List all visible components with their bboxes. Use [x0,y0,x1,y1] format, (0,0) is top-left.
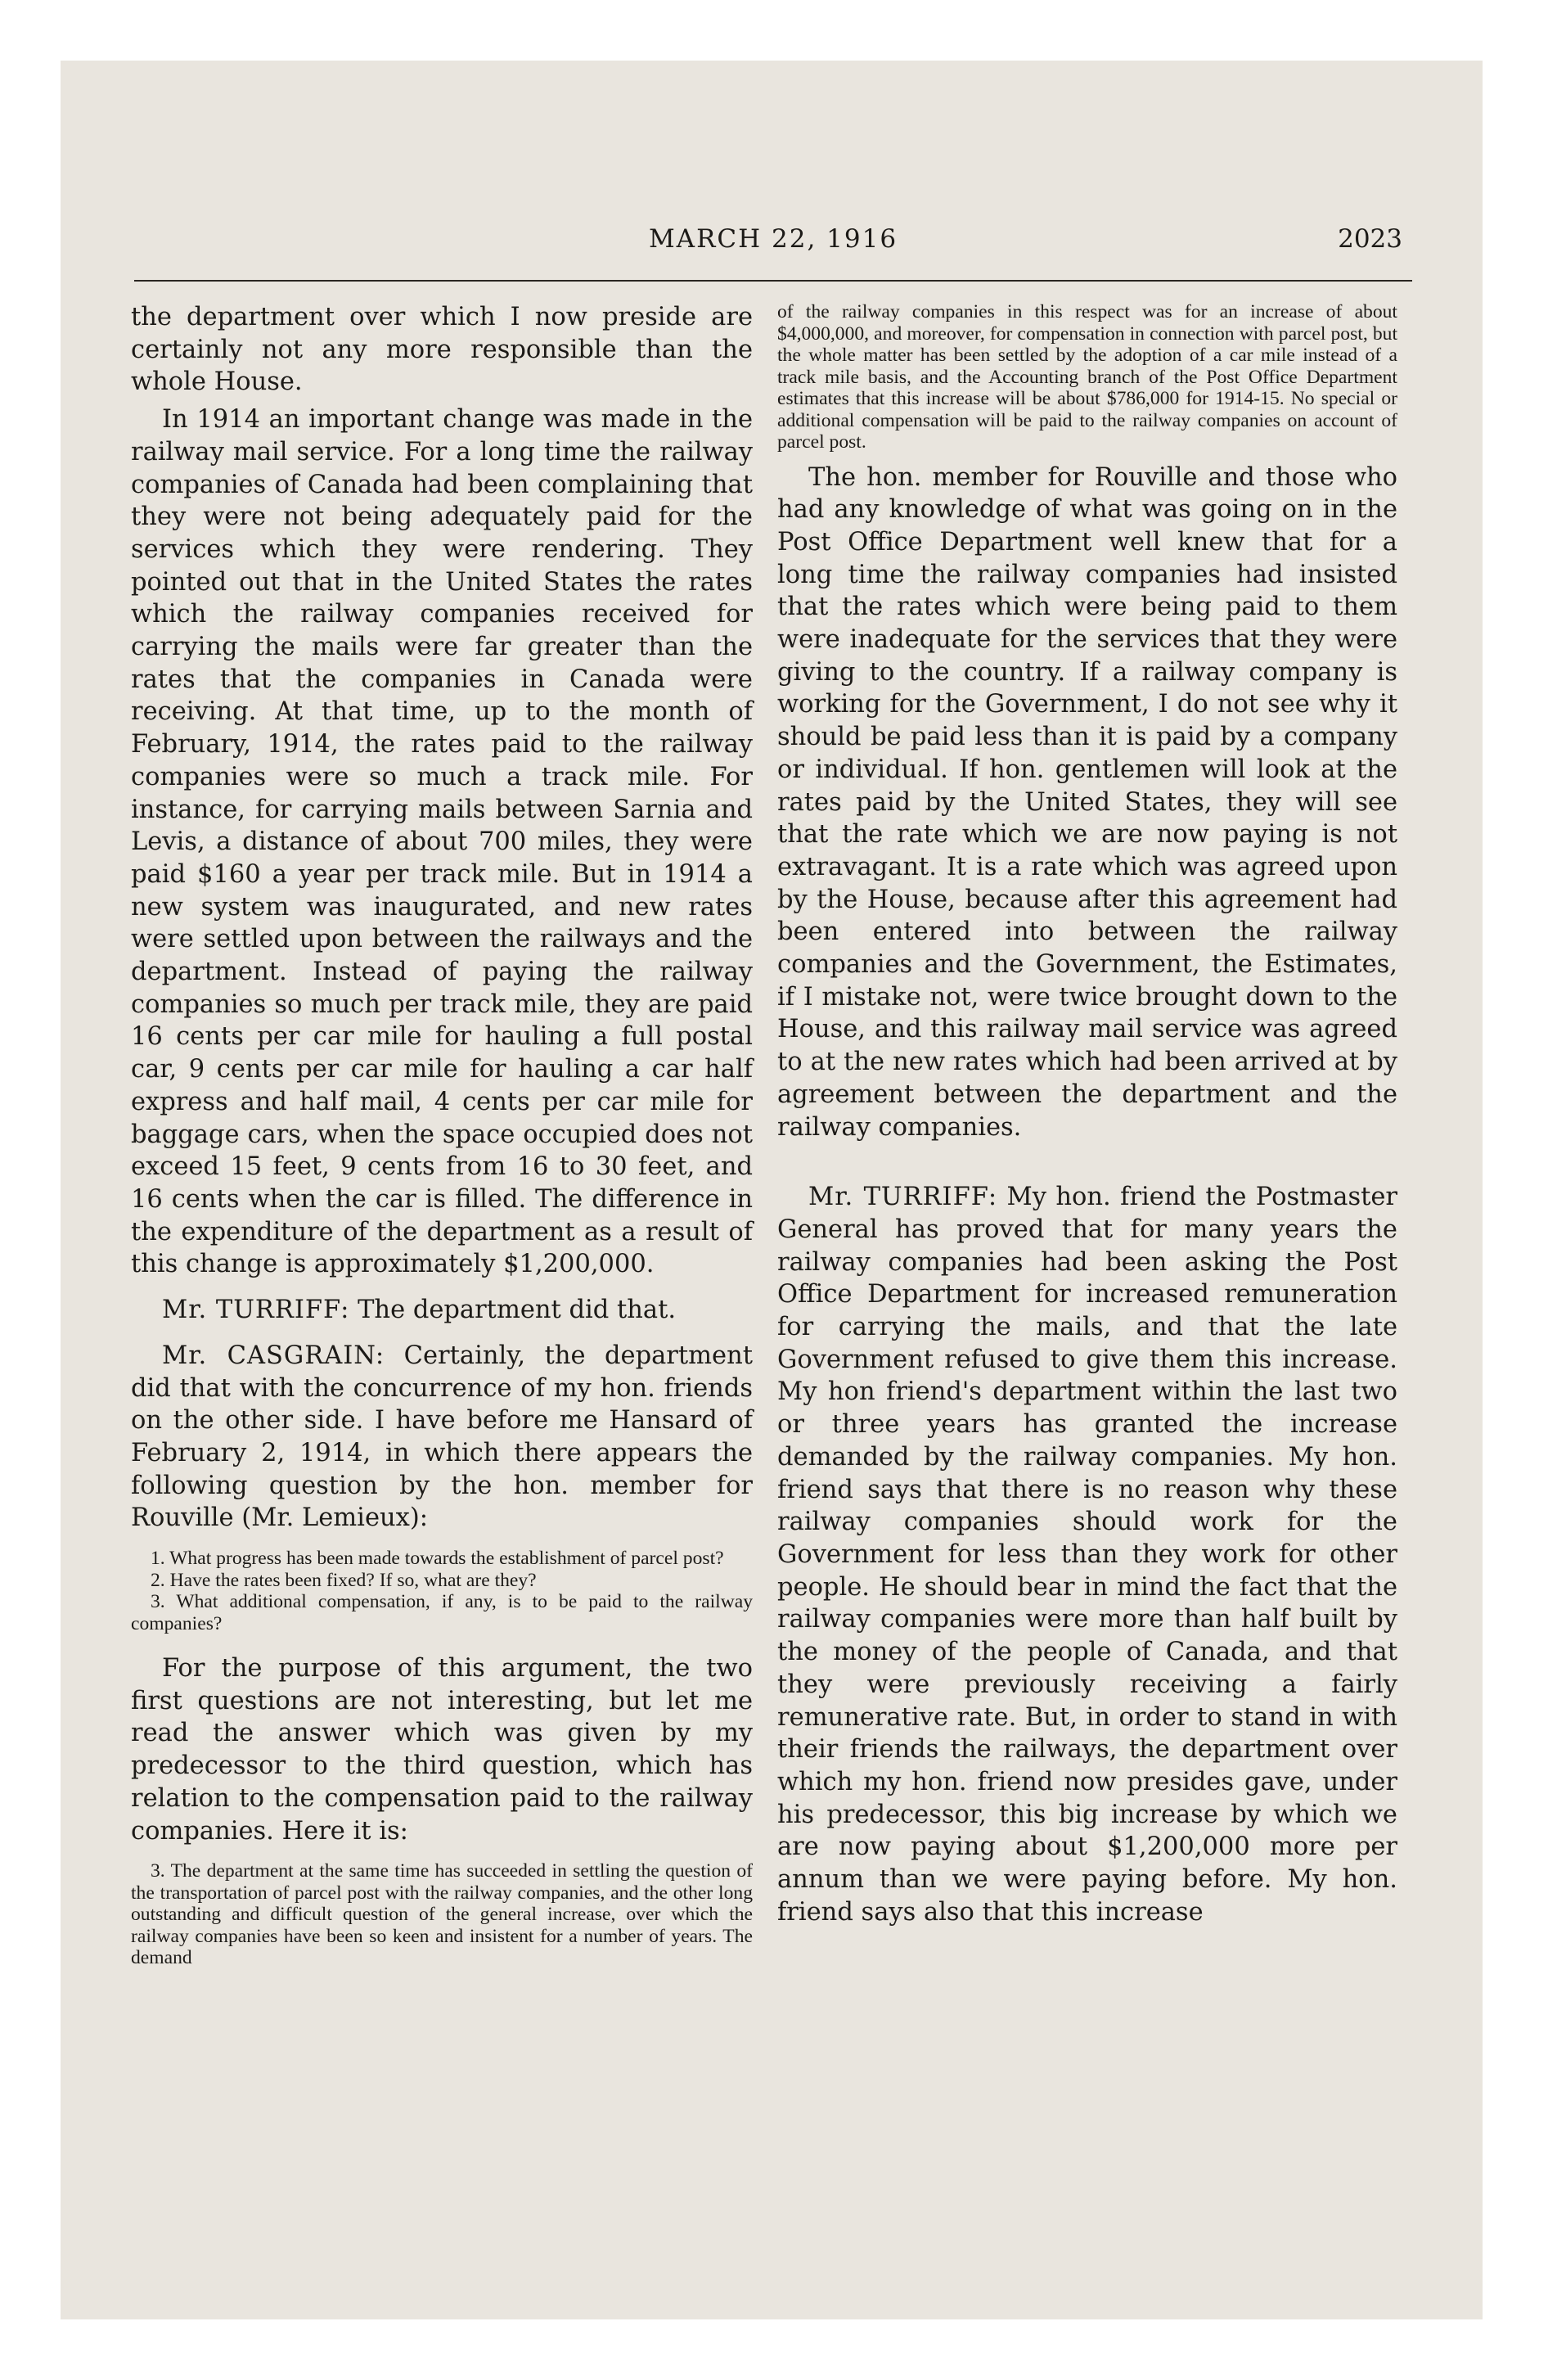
speaker-name: Mr. TURRIFF: [808,1183,998,1212]
casgrain-remark [131,1340,753,1535]
left-paragraph-1: the department over which I now preside are certainly not any more responsible than the whole House. [131,303,753,397]
left-paragraph-2: In 1914 an important change was made in the railway mail service. For a long time the railway companies of Canada had been complaining that they were not being adequately paid for the services which they were rendering. They pointed out that in the United States the rates which the railway companies received for carrying the mails were far greater than the rates that the companies in Canada were receiving. At that time, up to the month of February, 1914, the rates paid to the railway companies were so much a track mile. For instance, for carrying mails between Sarnia and Levis, a distance of about 700 miles, they were paid $160 a year per track mile. But in 1914 a new system was inaugurated, and new rates were settled upon between the railways and the department. Instead of paying the railway companies so much per track mile, they are paid 16 cents per car mile for hauling a full postal car, 9 cents per car mile for hauling a car half express and half mail, 4 cents per car mile for baggage cars, when the space occupied does not exceed 15 feet, 9 cents from 16 to 30 feet, and 16 cents when the car is filled. The difference in the expenditure of the department as a result of this change is approximately $1,200,000. [131,405,753,1279]
hansard-questions [131,1548,753,1634]
speaker-name: Mr. CASGRAIN: [162,1341,385,1370]
turriff-remark-2 [777,1181,1397,1928]
scanned-page [61,61,1483,2319]
left-column [131,301,753,1969]
page-number: 2023 [1338,224,1402,254]
remark-text: Certainly, the department did that with the concurrence of my hon. friends on the other side. I have before me Hansard of February 2, 1914, in which there appears the following question by the hon. member for Rouville (Mr. Lemieux): [131,1341,753,1533]
turriff-remark-1 [131,1294,753,1327]
speaker-name: Mr. TURRIFF: [162,1296,350,1325]
question-1: 1. What progress has been made towards the establishment of parcel post? [151,1548,724,1570]
header-date: MARCH 22, 1916 [648,224,898,254]
question-3: 3. What additional compensation, if any, is to be paid to the railway companies? [131,1591,753,1634]
question-2: 2. Have the rates been fixed? If so, what are they? [151,1569,537,1591]
right-paragraph-1: The hon. member for Rouville and those who had any knowledge of what was going on in the Post Office Department well knew that for a long time the railway companies had insisted that the rates which were being paid to them were inadequate for the services that they were giving to the country. If a railway company is working for the Government, I do not see why it should be paid less than it is paid by a company or individual. If hon. gentlemen will look at the rates paid by the United States, they will see that the rate which we are now paying is not extravagant. It is a rate which was agreed upon by the House, because after this agreement had been entered into between the railway companies and the Government, the Estimates, if I mistake not, were twice brought down to the House, and this railway mail service was agreed to at the new rates which had been arrived at by agreement between the department and the railway companies. [777,462,1397,1142]
page-header [134,221,1412,270]
remark-text: The department did that. [358,1296,677,1325]
left-paragraph-3: For the purpose of this argument, the two first questions are not interesting, but let me read the answer which was given by my predecessor to the third question, which has relation to the compensation paid to the railway companies. Here it is: [131,1654,753,1846]
answer-text: 3. The department at the same time has succeeded in settling the question of the transportation of parcel post with the railway companies, and the other long outstanding and difficult question of the general increase, over which the railway companies have been so keen and insistent for a number of years. The demand [131,1860,753,1969]
remark-text: My hon. friend the Postmaster General has proved that for many years the railway companies had been asking the Post Office Department for increased remuneration for carrying the mails, and that the late Government refused to give them this increase. My hon friend's department within the last two or three years has granted the increase demanded by the railway companies. My hon. friend says that there is no reason why these railway companies should work for the Government for less than they work for other people. He should bear in mind the fact that the railway companies were more than half built by the money of the people of Canada, and that they were previously receiving a fairly remunerative rate. But, in order to stand in with their friends the railways, the department over which my hon. friend now presides gave, under his predecessor, this big increase by which we are now paying about $1,200,000 more per annum than we were paying before. My hon. friend says also that this increase [777,1183,1397,1927]
right-column [777,301,1397,1933]
quoted-answer-part-2 [777,301,1397,453]
quoted-answer-part-1 [131,1860,753,1969]
answer-text: of the railway companies in this respect was for an increase of about $4,000,000, and moreover, for compensation in connection with parcel post, but the whole matter has been settled by the adoption of a car mile instead of a track mile basis, and the Accounting branch of the Post Office Department estimates that this increase will be about $786,000 for 1914-15. No special or additional compensation will be paid to the railway companies on account of parcel post. [777,301,1397,453]
header-rule [134,280,1412,282]
